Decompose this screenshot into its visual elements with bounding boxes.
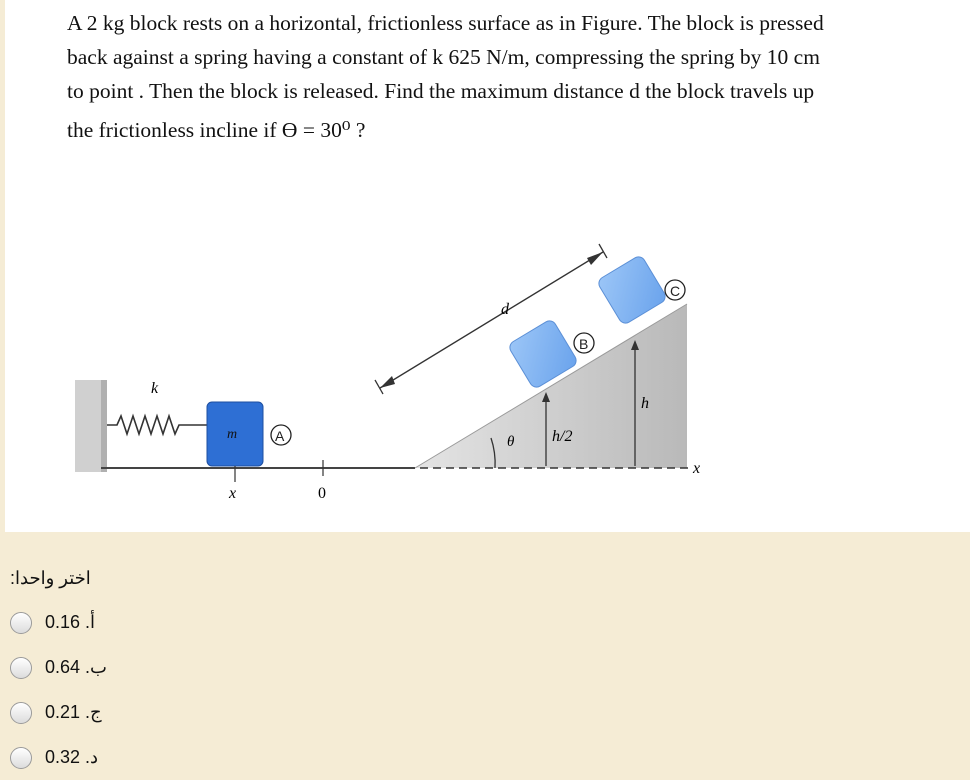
option-label: أ. 0.16 — [45, 612, 96, 632]
question-line: to point . Then the block is released. Find the maximum distance d the block travels up — [67, 79, 815, 103]
question-card — [5, 0, 970, 532]
point-a-label: A — [275, 428, 285, 444]
radio-option-b[interactable] — [10, 657, 32, 679]
wall — [75, 380, 107, 472]
radio-option-c[interactable] — [10, 702, 32, 724]
radio-option-a[interactable] — [10, 612, 32, 634]
radio-option-d[interactable] — [10, 747, 32, 769]
point-c-label: C — [670, 283, 681, 299]
option-c[interactable] — [10, 690, 107, 735]
option-b[interactable] — [10, 645, 107, 690]
half-height-label: h/2 — [552, 428, 573, 445]
block-label-m: m — [227, 427, 238, 442]
option-d[interactable] — [10, 735, 107, 780]
point-b-label: B — [579, 336, 589, 352]
origin-label: 0 — [318, 485, 326, 502]
angle-label-theta: θ — [507, 434, 515, 450]
option-label: ب. 0.64 — [45, 657, 107, 677]
distance-end-tick-end — [599, 244, 607, 258]
question-line: A 2 kg block rests on a horizontal, frictionless surface as in Figure. The block is pressed — [67, 11, 824, 35]
distance-arrowhead-start — [380, 376, 395, 388]
physics-figure — [75, 230, 715, 510]
spring-label-k: k — [151, 380, 159, 397]
question-line: back against a spring having a constant of k 625 N/m, compressing the spring by 10 cm — [67, 45, 820, 69]
block-c — [596, 254, 667, 325]
option-label: ج. 0.21 — [45, 702, 102, 722]
spring — [107, 416, 207, 434]
question-line: the frictionless incline if ϴ = 30⁰ ? — [67, 118, 366, 142]
distance-arrowhead-end — [587, 252, 603, 265]
x-axis-label: x — [693, 460, 701, 477]
option-a[interactable] — [10, 600, 107, 645]
question-text — [67, 6, 969, 147]
x-position-label: x — [229, 485, 237, 502]
answer-prompt: اختر واحدا: — [10, 568, 91, 588]
option-label: د. 0.32 — [45, 747, 99, 767]
distance-label-d: d — [501, 301, 509, 318]
height-label: h — [641, 395, 649, 412]
answer-options — [10, 600, 107, 780]
